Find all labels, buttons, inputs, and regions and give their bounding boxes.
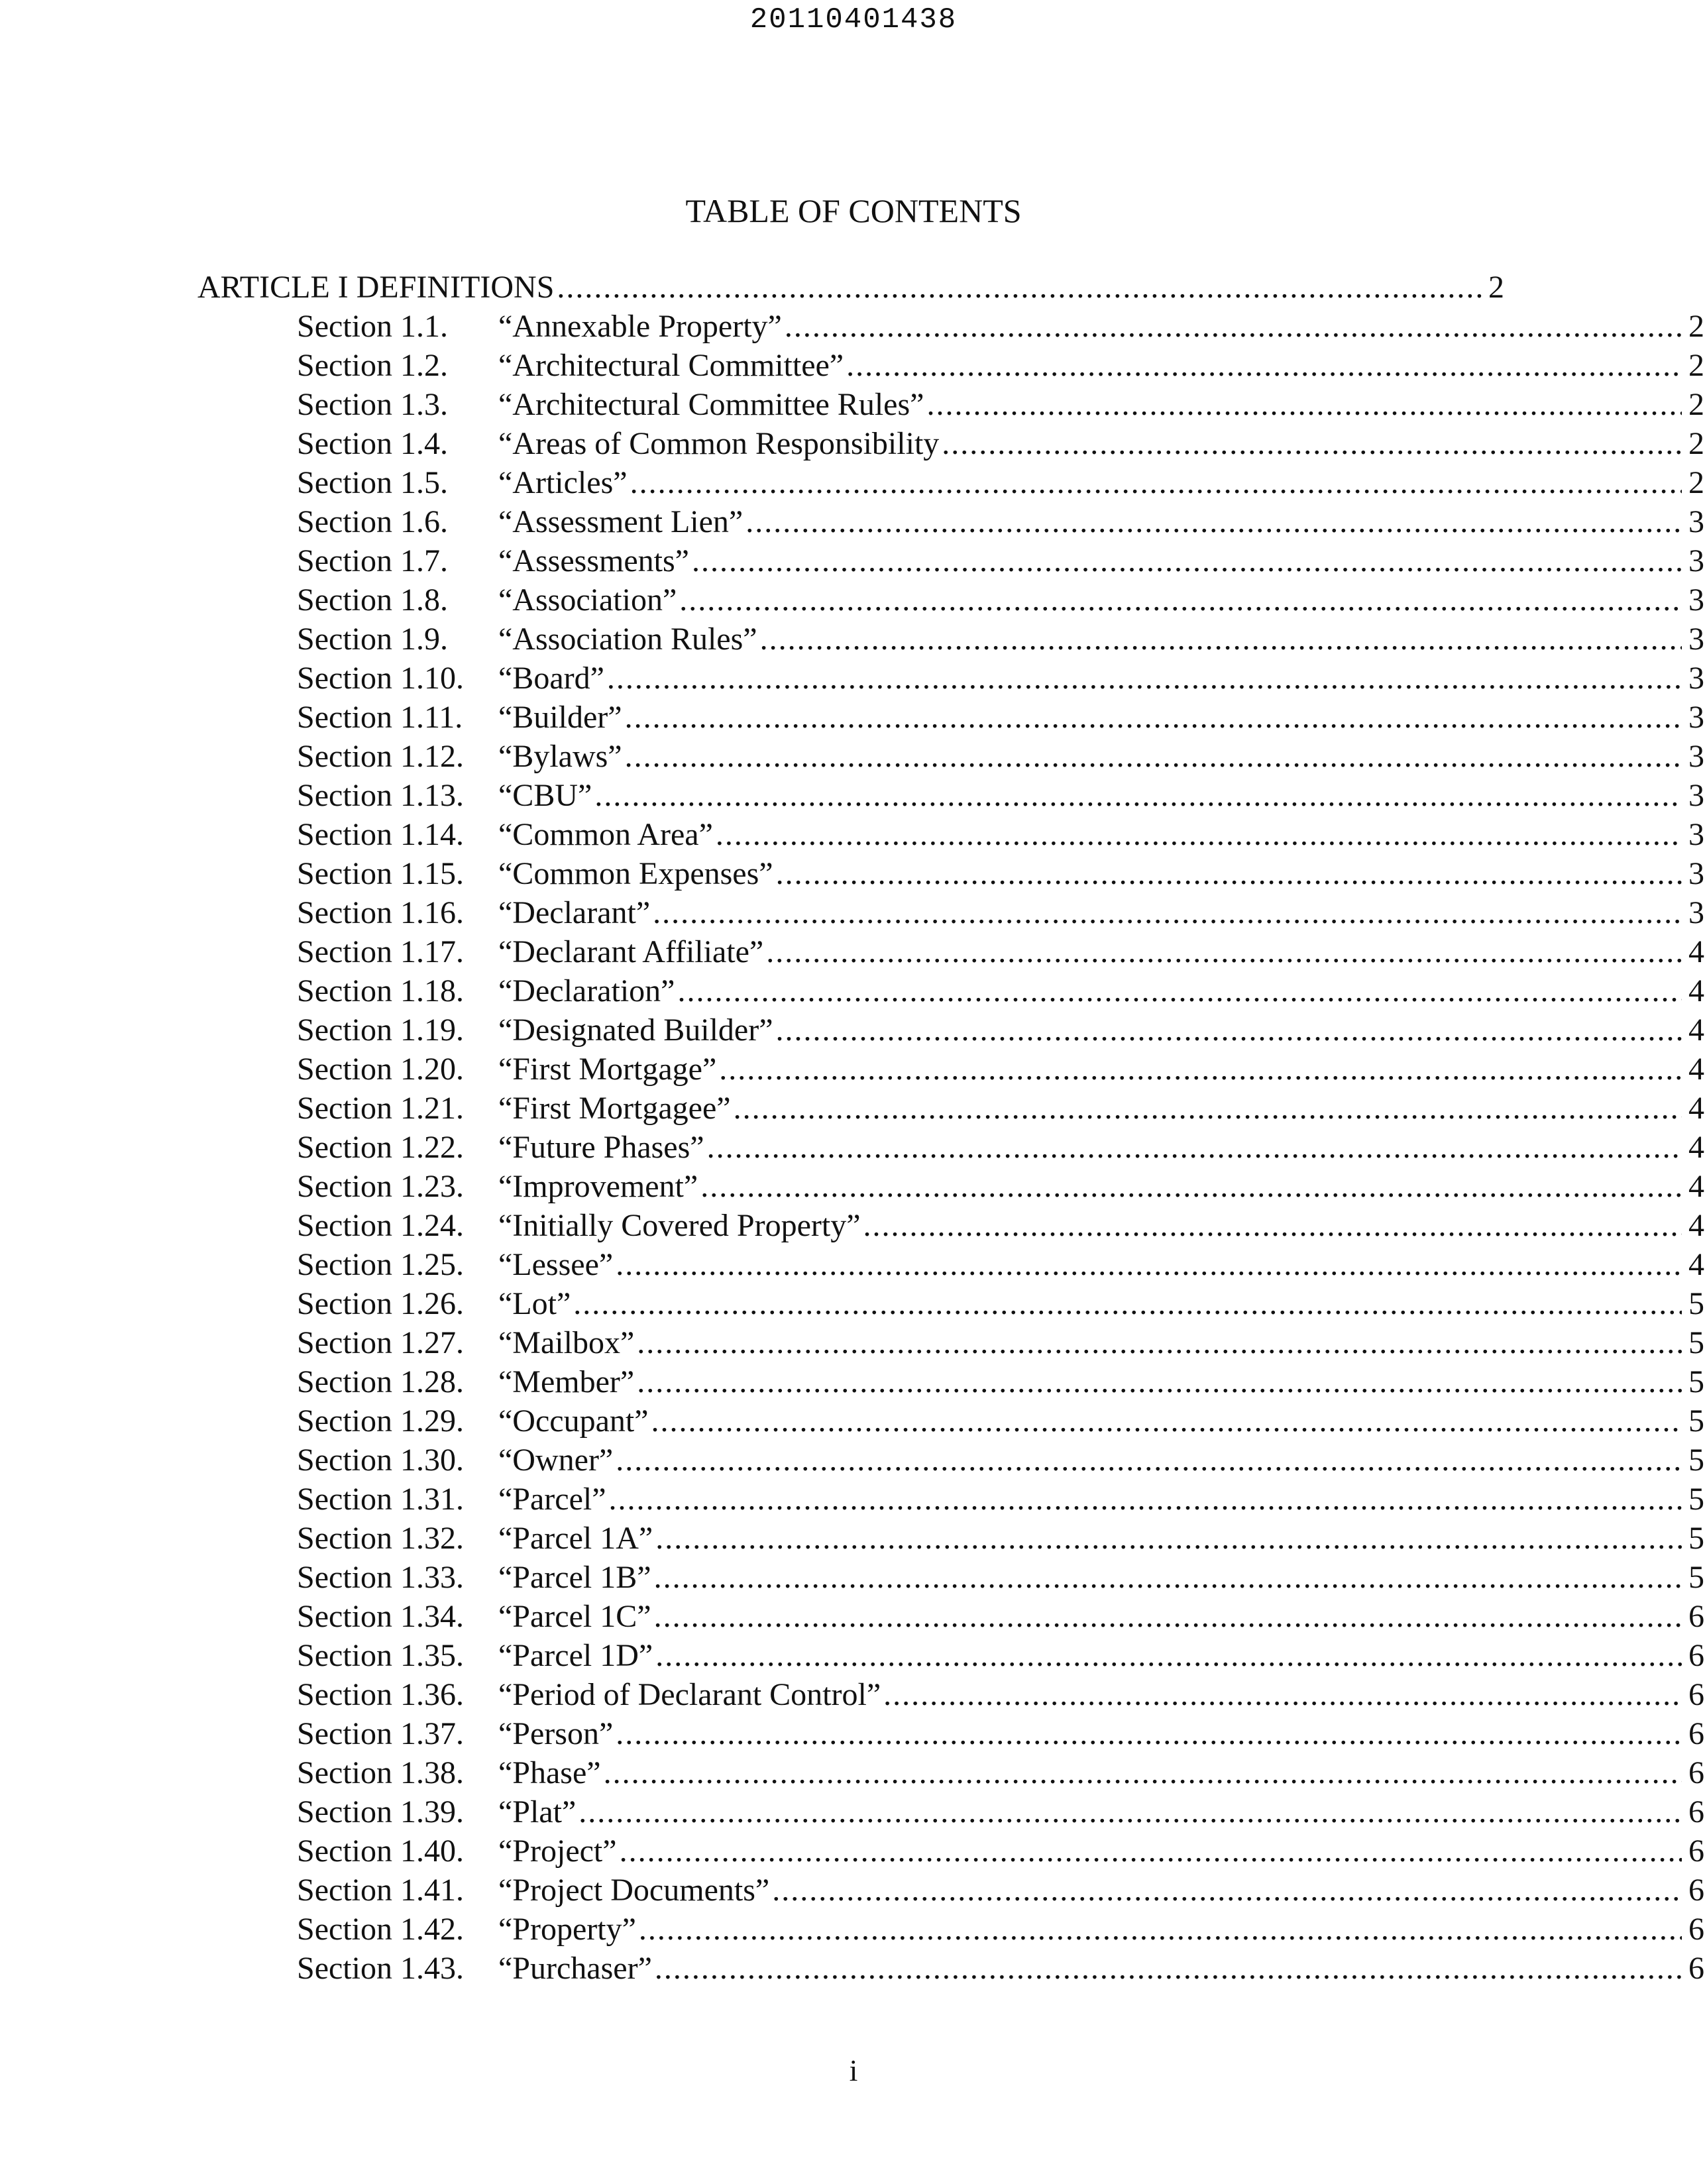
section-page-number: 6	[1688, 1755, 1704, 1790]
section-title: “First Mortgagee”	[498, 1091, 731, 1126]
section-page-number: 6	[1688, 1599, 1704, 1634]
dot-leader	[653, 893, 1682, 932]
section-entry-body	[498, 1323, 1704, 1362]
section-entry-body	[498, 971, 1704, 1010]
section-number: Section 1.40.	[297, 1833, 464, 1869]
section-title: “Assessments”	[498, 543, 689, 578]
section-number: Section 1.21.	[297, 1091, 464, 1126]
section-title: “Property”	[498, 1912, 636, 1947]
dot-leader	[594, 776, 1682, 815]
dot-leader	[654, 1558, 1682, 1597]
dot-leader	[692, 541, 1682, 580]
toc-section-entry	[0, 1010, 1707, 1050]
section-entry-body	[498, 541, 1704, 580]
toc-section-entry	[0, 815, 1707, 854]
toc-title: TABLE OF CONTENTS	[685, 192, 1022, 229]
section-number: Section 1.23.	[297, 1169, 464, 1204]
section-page-number: 4	[1688, 1130, 1704, 1165]
section-title: “Board”	[498, 661, 604, 696]
section-entry-body	[498, 307, 1704, 346]
toc-section-entry	[0, 659, 1707, 698]
toc-section-entry	[0, 1558, 1707, 1597]
section-page-number: 6	[1688, 1951, 1704, 1986]
dot-leader	[616, 1441, 1682, 1480]
section-number: Section 1.22.	[297, 1130, 464, 1165]
dot-leader	[637, 1323, 1682, 1362]
dot-leader	[677, 971, 1682, 1010]
section-number: Section 1.29.	[297, 1403, 464, 1439]
section-number: Section 1.34.	[297, 1599, 464, 1634]
section-number: Section 1.13.	[297, 778, 464, 813]
dot-leader	[883, 1675, 1682, 1714]
section-title: “Mailbox”	[498, 1325, 635, 1360]
section-page-number: 3	[1688, 739, 1704, 774]
section-page-number: 3	[1688, 661, 1704, 696]
section-page-number: 6	[1688, 1912, 1704, 1947]
section-title: “Architectural Committee”	[498, 348, 844, 383]
dot-leader	[863, 1206, 1682, 1245]
toc-section-entry	[0, 463, 1707, 502]
section-title: “CBU”	[498, 778, 592, 813]
toc-section-entry	[0, 1597, 1707, 1636]
dot-leader	[846, 346, 1682, 385]
section-page-number: 4	[1688, 1208, 1704, 1243]
section-entry-body	[498, 1910, 1704, 1949]
toc-section-entry	[0, 1792, 1707, 1831]
section-number: Section 1.4.	[297, 426, 448, 461]
section-entry-body	[498, 737, 1704, 776]
section-number: Section 1.38.	[297, 1755, 464, 1790]
section-title: “Architectural Committee Rules”	[498, 387, 924, 422]
toc-section-entry	[0, 1675, 1707, 1714]
section-title: “Builder”	[498, 700, 622, 735]
section-title: “Association Rules”	[498, 622, 757, 657]
toc-section-entry	[0, 1128, 1707, 1167]
section-title: “First Mortgage”	[498, 1052, 717, 1087]
toc-section-entry	[0, 502, 1707, 541]
section-title: “Common Expenses”	[498, 856, 773, 891]
section-number: Section 1.18.	[297, 973, 464, 1009]
section-entry-body	[498, 346, 1704, 385]
dot-leader	[766, 932, 1682, 971]
dot-leader	[719, 1050, 1682, 1089]
section-title: “Plat”	[498, 1794, 577, 1829]
dot-leader	[616, 1245, 1682, 1284]
section-title: “Bylaws”	[498, 739, 622, 774]
section-title: “Parcel”	[498, 1482, 606, 1517]
section-page-number: 6	[1688, 1677, 1704, 1712]
dot-leader	[578, 1792, 1682, 1831]
section-entry-body	[498, 424, 1704, 463]
section-page-number: 3	[1688, 700, 1704, 735]
dot-leader	[655, 1519, 1682, 1558]
dot-leader	[625, 698, 1682, 737]
section-page-number: 6	[1688, 1716, 1704, 1751]
dot-leader	[651, 1401, 1682, 1441]
section-title: “Designated Builder”	[498, 1012, 773, 1048]
article-label: ARTICLE I DEFINITIONS	[197, 270, 555, 305]
dot-leader	[745, 502, 1682, 541]
toc-section-entry	[0, 893, 1707, 932]
section-page-number: 4	[1688, 1247, 1704, 1282]
dot-leader	[785, 307, 1682, 346]
toc-section-entry	[0, 1519, 1707, 1558]
section-entry-body	[498, 776, 1704, 815]
section-title: “Assessment Lien”	[498, 504, 743, 539]
section-entry-body	[498, 1050, 1704, 1089]
section-entry-body	[498, 1831, 1704, 1871]
section-page-number: 6	[1688, 1873, 1704, 1908]
section-number: Section 1.15.	[297, 856, 464, 891]
section-entry-body	[498, 932, 1704, 971]
section-title: “Initially Covered Property”	[498, 1208, 861, 1243]
section-page-number: 3	[1688, 504, 1704, 539]
section-entry-body	[498, 1206, 1704, 1245]
page-footer-number: i	[849, 2053, 858, 2087]
section-entry-body	[498, 698, 1704, 737]
document-number: 20110401438	[749, 3, 958, 36]
section-number: Section 1.1.	[297, 309, 448, 344]
section-number: Section 1.8.	[297, 582, 448, 618]
section-number: Section 1.9.	[297, 622, 448, 657]
section-number: Section 1.36.	[297, 1677, 464, 1712]
section-entry-body	[498, 1949, 1704, 1988]
section-number: Section 1.7.	[297, 543, 448, 578]
section-title: “Declaration”	[498, 973, 675, 1009]
section-page-number: 2	[1688, 387, 1704, 422]
section-number: Section 1.14.	[297, 817, 464, 852]
section-page-number: 5	[1688, 1364, 1704, 1399]
section-entry-body	[498, 815, 1704, 854]
dot-leader	[609, 1480, 1682, 1519]
section-number: Section 1.43.	[297, 1951, 464, 1986]
section-title: “Articles”	[498, 465, 628, 500]
section-title: “Person”	[498, 1716, 614, 1751]
section-number: Section 1.32.	[297, 1521, 464, 1556]
section-title: “Project”	[498, 1833, 617, 1869]
dot-leader	[639, 1910, 1682, 1949]
section-title: “Lessee”	[498, 1247, 614, 1282]
section-page-number: 5	[1688, 1403, 1704, 1439]
section-entry-body	[498, 1675, 1704, 1714]
section-page-number: 3	[1688, 622, 1704, 657]
section-entry-body	[498, 502, 1704, 541]
toc-section-entry	[0, 1480, 1707, 1519]
toc-section-entry	[0, 1636, 1707, 1675]
section-entry-body	[498, 1871, 1704, 1910]
section-title: “Purchaser”	[498, 1951, 652, 1986]
toc-section-entry	[0, 620, 1707, 659]
section-entry-body	[498, 580, 1704, 620]
section-title: “Declarant Affiliate”	[498, 934, 764, 969]
section-page-number: 5	[1688, 1560, 1704, 1595]
section-entry-body	[498, 1284, 1704, 1323]
section-page-number: 3	[1688, 778, 1704, 813]
dot-leader	[707, 1128, 1682, 1167]
section-entry-body	[498, 1597, 1704, 1636]
section-title: “Parcel 1A”	[498, 1521, 653, 1556]
dot-leader	[716, 815, 1682, 854]
section-number: Section 1.31.	[297, 1482, 464, 1517]
dot-leader	[679, 580, 1682, 620]
section-page-number: 3	[1688, 856, 1704, 891]
section-title: “Parcel 1B”	[498, 1560, 651, 1595]
toc-section-entry	[0, 307, 1707, 346]
section-page-number: 4	[1688, 973, 1704, 1009]
section-page-number: 4	[1688, 1052, 1704, 1087]
dot-leader	[620, 1831, 1682, 1871]
section-number: Section 1.6.	[297, 504, 448, 539]
section-number: Section 1.37.	[297, 1716, 464, 1751]
toc-section-entry	[0, 1753, 1707, 1792]
section-title: “Annexable Property”	[498, 309, 782, 344]
section-title: “Lot”	[498, 1286, 571, 1321]
section-title: “Association”	[498, 582, 677, 618]
section-number: Section 1.5.	[297, 465, 448, 500]
toc-section-entry	[0, 580, 1707, 620]
dot-leader	[573, 1284, 1682, 1323]
dot-leader	[557, 268, 1482, 307]
section-page-number: 4	[1688, 1091, 1704, 1126]
section-entry-body	[498, 1128, 1704, 1167]
dot-leader	[625, 737, 1682, 776]
section-number: Section 1.17.	[297, 934, 464, 969]
toc-section-entry	[0, 1831, 1707, 1871]
section-page-number: 2	[1688, 309, 1704, 344]
section-title: “Parcel 1C”	[498, 1599, 651, 1634]
section-entry-body	[498, 1089, 1704, 1128]
toc-section-entry	[0, 737, 1707, 776]
section-number: Section 1.19.	[297, 1012, 464, 1048]
section-number: Section 1.20.	[297, 1052, 464, 1087]
toc-section-entry	[0, 932, 1707, 971]
section-number: Section 1.33.	[297, 1560, 464, 1595]
toc-section-entry	[0, 1206, 1707, 1245]
section-number: Section 1.26.	[297, 1286, 464, 1321]
section-number: Section 1.25.	[297, 1247, 464, 1282]
section-number: Section 1.3.	[297, 387, 448, 422]
section-page-number: 5	[1688, 1482, 1704, 1517]
dot-leader	[734, 1089, 1682, 1128]
dot-leader	[760, 620, 1682, 659]
section-entry-body	[498, 1636, 1704, 1675]
toc-section-entry	[0, 1089, 1707, 1128]
section-number: Section 1.2.	[297, 348, 448, 383]
section-entry-body	[498, 893, 1704, 932]
section-title: “Declarant”	[498, 895, 651, 930]
toc-section-entry	[0, 1441, 1707, 1480]
toc-section-entry	[0, 346, 1707, 385]
toc-section-entry	[0, 385, 1707, 424]
dot-leader	[926, 385, 1682, 424]
section-entry-body	[498, 1519, 1704, 1558]
toc-article-entry	[0, 268, 1504, 307]
toc-section-entry	[0, 1871, 1707, 1910]
section-title: “Improvement”	[498, 1169, 698, 1204]
section-page-number: 3	[1688, 895, 1704, 930]
section-entry-body	[498, 1792, 1704, 1831]
section-page-number: 3	[1688, 582, 1704, 618]
section-page-number: 4	[1688, 1012, 1704, 1048]
section-page-number: 5	[1688, 1521, 1704, 1556]
section-entry-body	[498, 659, 1704, 698]
toc-list	[0, 268, 1707, 1988]
toc-section-entry	[0, 1949, 1707, 1988]
section-title: “Future Phases”	[498, 1130, 704, 1165]
section-title: “Member”	[498, 1364, 635, 1399]
dot-leader	[607, 659, 1682, 698]
section-number: Section 1.24.	[297, 1208, 464, 1243]
section-number: Section 1.35.	[297, 1638, 464, 1673]
toc-section-entry	[0, 1167, 1707, 1206]
section-number: Section 1.10.	[297, 661, 464, 696]
section-page-number: 2	[1688, 348, 1704, 383]
toc-section-entry	[0, 1245, 1707, 1284]
section-entry-body	[498, 1714, 1704, 1753]
toc-section-entry	[0, 541, 1707, 580]
section-title: “Project Documents”	[498, 1873, 770, 1908]
dot-leader	[655, 1949, 1682, 1988]
section-title: “Common Area”	[498, 817, 713, 852]
section-number: Section 1.41.	[297, 1873, 464, 1908]
section-page-number: 5	[1688, 1443, 1704, 1478]
toc-section-entry	[0, 1362, 1707, 1401]
section-page-number: 5	[1688, 1286, 1704, 1321]
section-number: Section 1.12.	[297, 739, 464, 774]
section-number: Section 1.30.	[297, 1443, 464, 1478]
dot-leader	[630, 463, 1682, 502]
section-entry-body	[498, 1010, 1704, 1050]
section-entry-body	[498, 463, 1704, 502]
section-page-number: 2	[1688, 426, 1704, 461]
section-number: Section 1.28.	[297, 1364, 464, 1399]
section-entry-body	[498, 1753, 1704, 1792]
toc-section-entry	[0, 424, 1707, 463]
section-page-number: 4	[1688, 1169, 1704, 1204]
section-entry-body	[498, 1362, 1704, 1401]
section-title: “Parcel 1D”	[498, 1638, 653, 1673]
section-entry-body	[498, 1167, 1704, 1206]
toc-section-entry	[0, 1050, 1707, 1089]
section-entry-body	[498, 854, 1704, 893]
section-page-number: 4	[1688, 934, 1704, 969]
section-number: Section 1.11.	[297, 700, 463, 735]
toc-section-entry	[0, 1401, 1707, 1441]
dot-leader	[655, 1636, 1682, 1675]
toc-section-entry	[0, 1910, 1707, 1949]
dot-leader	[776, 1010, 1682, 1050]
section-title: “Occupant”	[498, 1403, 649, 1439]
section-number: Section 1.27.	[297, 1325, 464, 1360]
dot-leader	[604, 1753, 1682, 1792]
dot-leader	[616, 1714, 1682, 1753]
section-number: Section 1.42.	[297, 1912, 464, 1947]
section-entry-body	[498, 1245, 1704, 1284]
section-page-number: 3	[1688, 543, 1704, 578]
section-page-number: 6	[1688, 1833, 1704, 1869]
section-entry-body	[498, 1480, 1704, 1519]
dot-leader	[942, 424, 1682, 463]
section-page-number: 5	[1688, 1325, 1704, 1360]
section-entry-body	[498, 385, 1704, 424]
section-page-number: 6	[1688, 1794, 1704, 1829]
toc-sections	[0, 307, 1707, 1988]
dot-leader	[700, 1167, 1682, 1206]
section-title: “Phase”	[498, 1755, 601, 1790]
section-title: “Owner”	[498, 1443, 614, 1478]
article-page-number: 2	[1488, 270, 1504, 305]
section-title: “Period of Declarant Control”	[498, 1677, 881, 1712]
section-page-number: 3	[1688, 817, 1704, 852]
toc-section-entry	[0, 1323, 1707, 1362]
toc-section-entry	[0, 1284, 1707, 1323]
dot-leader	[776, 854, 1682, 893]
toc-section-entry	[0, 854, 1707, 893]
dot-leader	[637, 1362, 1682, 1401]
section-title: “Areas of Common Responsibility	[498, 426, 940, 461]
section-entry-body	[498, 1401, 1704, 1441]
section-entry-body	[498, 1441, 1704, 1480]
toc-section-entry	[0, 971, 1707, 1010]
section-number: Section 1.16.	[297, 895, 464, 930]
toc-section-entry	[0, 698, 1707, 737]
section-entry-body	[498, 1558, 1704, 1597]
toc-section-entry	[0, 1714, 1707, 1753]
dot-leader	[772, 1871, 1682, 1910]
section-number: Section 1.39.	[297, 1794, 464, 1829]
section-entry-body	[498, 620, 1704, 659]
section-page-number: 2	[1688, 465, 1704, 500]
section-page-number: 6	[1688, 1638, 1704, 1673]
toc-section-entry	[0, 776, 1707, 815]
dot-leader	[654, 1597, 1682, 1636]
